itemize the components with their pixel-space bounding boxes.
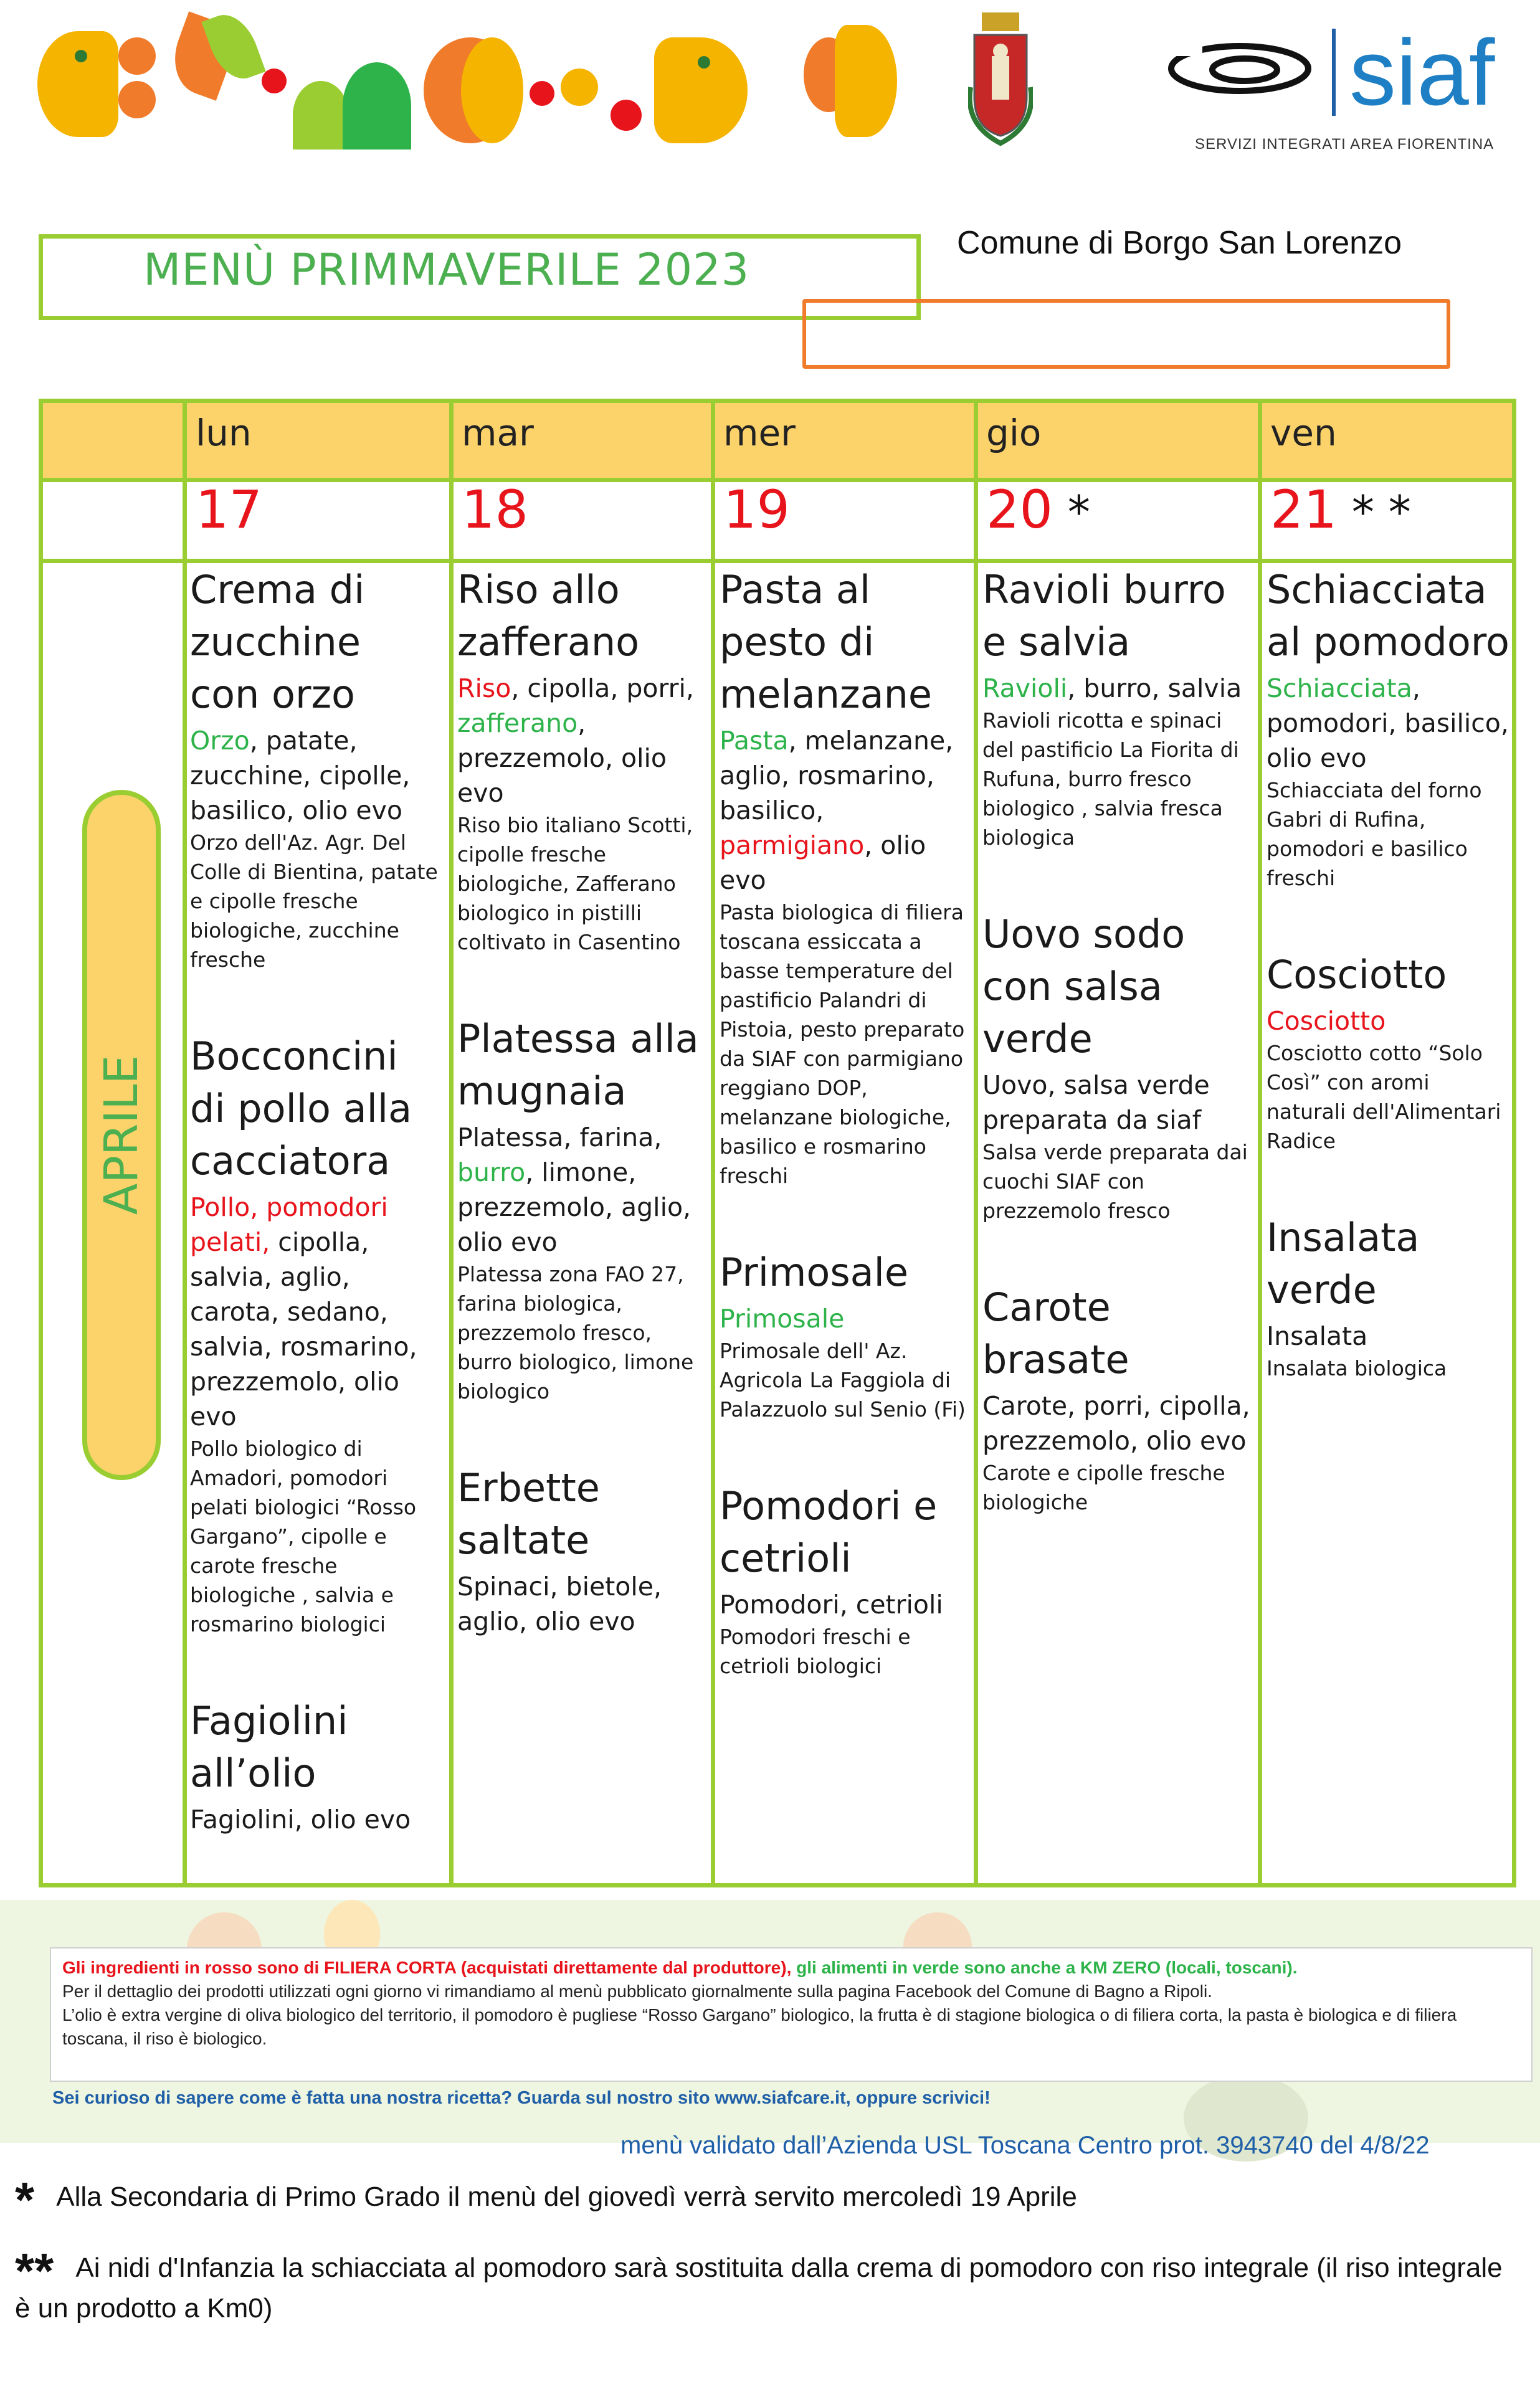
footnote-1 [15, 2172, 1523, 2229]
ingredient-details: Insalata biologica [1267, 1356, 1447, 1380]
comune-label: Comune di Borgo San Lorenzo [957, 225, 1402, 261]
ingredients: Insalata [1267, 1321, 1368, 1351]
ingredient-details: Orzo dell'Az. Agr. Del Colle di Bientina, patate e cipolle fresche biologiche, zucchine fresche [190, 830, 438, 972]
menu-column-ven [1267, 564, 1513, 1383]
siaf-logo-wordmark: siaf [1349, 20, 1495, 125]
ingredient-details: Pomodori freschi e cetrioli biologici [720, 1625, 911, 1678]
dish-name: Platessa alla mugnaia [457, 1016, 699, 1114]
month-label: APRILE [95, 1055, 148, 1215]
header-illustration-2 [804, 25, 903, 150]
ingredients: Pollo, pomodori pelati, cipolla, salvia, aglio, carota, sedano, salvia, rosmarino, prezzemolo, olio evo [190, 1192, 417, 1431]
day-name-gio: gio [986, 412, 1042, 454]
coat-of-arms-logo [968, 12, 1033, 148]
info-recipe-link[interactable]: Sei curioso di sapere come è fatta una nostra ricetta? Guarda sul nostro sito www.siafcare.it, oppure scrivici! [52, 2088, 991, 2108]
dish-name: Bocconcini di pollo alla cacciatora [190, 1033, 412, 1184]
footnote-text-2: Ai nidi d'Infanzia la schiacciata al pomodoro sarà sostituita dalla crema di pomodoro con riso integrale (il riso integrale è un prodotto a Km0) [15, 2252, 1503, 2324]
info-box [50, 1947, 1533, 2082]
footnote-star-2: ** [15, 2243, 54, 2299]
dish-name: Fagiolini all’olio [190, 1698, 348, 1796]
dish-name: Uovo sodo con salsa verde [982, 911, 1186, 1061]
day-star-ven: * * [1351, 486, 1411, 538]
day-number-ven: 21 * * [1270, 479, 1411, 540]
dish-name: Erbette saltate [457, 1465, 600, 1563]
ingredient-details: Platessa zona FAO 27, farina biologica, prezzemolo fresco, burro biologico, limone biologico [457, 1262, 694, 1403]
dish-name: Carote brasate [982, 1284, 1129, 1382]
menu-column-gio [982, 564, 1250, 1517]
dish-name: Cosciotto [1267, 952, 1447, 997]
footnote-star-1: * [15, 2172, 35, 2228]
ingredient-details: Riso bio italiano Scotti, cipolle fresche biologiche, Zafferano biologico in pistilli coltivato in Casentino [457, 813, 693, 954]
menu-column-mar [457, 564, 703, 1639]
menu-column-lun [190, 564, 439, 1837]
dish-name: Pasta al pesto di melanzane [720, 567, 933, 717]
ingredient-details: Ravioli ricotta e spinaci del pastificio La Fiorita di Rufuna, burro fresco biologico , salvia fresca biologica [982, 708, 1239, 850]
dish-name: Crema di zucchine con orzo [190, 567, 365, 717]
ingredients: Ravioli, burro, salvia [982, 673, 1242, 703]
info-legend: Gli ingredienti in rosso sono di FILIERA CORTA (acquistati direttamente dal produttore), gli alimenti in verde sono anche a KM ZERO (locali, toscani). [62, 1958, 1298, 1977]
info-ingredients: L’olio è extra vergine di oliva biologico del territorio, il pomodoro è pugliese “Rosso Gargano” biologico, la frutta è di stagione biologica o di filiera corta, la pasta è biologica e di filiera toscana, il riso è biologico. [62, 2005, 1457, 2048]
ingredients: Schiacciata, pomodori, basilico, olio evo [1267, 673, 1509, 773]
ingredients: Riso, cipolla, porri, zafferano, prezzemolo, olio evo [457, 673, 694, 808]
ingredient-details: Schiacciata del forno Gabri di Rufina, pomodori e basilico freschi [1267, 778, 1482, 890]
dish-name: Primosale [720, 1250, 909, 1295]
day-number-gio: 20 * [986, 479, 1090, 540]
ingredient-details: Pasta biologica di filiera toscana essiccata a basse temperature del pastificio Palandri di Pistoia, pesto preparato da SIAF con parmigiano reggiano DOP, melanzane biologiche, basilico e rosmarino freschi [720, 900, 965, 1188]
day-number-mar: 18 [462, 479, 528, 540]
ingredients: Uovo, salsa verde preparata da siaf [982, 1070, 1210, 1135]
dish-name: Schiacciata al pomodoro [1267, 567, 1509, 665]
ingredients: Cosciotto [1267, 1006, 1386, 1036]
dish-name: Riso allo zafferano [457, 567, 640, 665]
ingredients: Fagiolini, olio evo [190, 1805, 411, 1835]
ingredient-details: Primosale dell' Az. Agricola La Faggiola di Palazzuolo sul Senio (Fi) [720, 1339, 966, 1422]
ingredients: Primosale [720, 1304, 845, 1334]
ingredients: Pasta, melanzane, aglio, rosmarino, basilico, parmigiano, olio evo [720, 726, 954, 895]
day-name-ven: ven [1270, 412, 1337, 454]
dish-name: Pomodori e cetrioli [720, 1483, 938, 1581]
footnote-text-1: Alla Secondaria di Primo Grado il menù del giovedì verrà servito mercoledì 19 Aprile [56, 2181, 1077, 2212]
ingredient-details: Salsa verde preparata dai cuochi SIAF con prezzemolo fresco [982, 1140, 1248, 1223]
ingredient-details: Pollo biologico di Amadori, pomodori pelati biologici “Rosso Gargano”, cipolle e carote fresche biologiche , salvia e rosmarino biologici [190, 1436, 417, 1636]
ingredient-details: Carote e cipolle fresche biologiche [982, 1461, 1225, 1514]
ingredients: Platessa, farina, burro, limone, prezzemolo, aglio, olio evo [457, 1123, 692, 1257]
menu-column-mer [720, 564, 966, 1681]
day-name-mar: mar [462, 412, 534, 454]
day-number-lun: 17 [196, 479, 262, 540]
ingredient-details: Cosciotto cotto “Solo Così” con aromi naturali dell'Alimentari Radice [1267, 1041, 1501, 1153]
ingredients: Carote, porri, cipolla, prezzemolo, olio evo [982, 1391, 1250, 1456]
siaf-logo-subtitle: SERVIZI INTEGRATI AREA FIORENTINA [1195, 136, 1495, 153]
dish-name: Insalata verde [1267, 1215, 1420, 1313]
header-illustration [25, 12, 760, 150]
orange-frame [802, 299, 1450, 369]
siaf-logo [1165, 20, 1533, 156]
day-name-lun: lun [196, 412, 252, 454]
day-number-mer: 19 [723, 479, 790, 540]
footnote-2 [15, 2243, 1523, 2340]
ingredients: Orzo, patate, zucchine, cipolle, basilico, olio evo [190, 726, 411, 825]
ingredients: Spinaci, bietole, aglio, olio evo [457, 1572, 662, 1636]
validation-note: menù validato dall’Azienda USL Toscana Centro prot. 3943740 del 4/8/22 [620, 2132, 1430, 2159]
day-name-mer: mer [723, 412, 796, 454]
day-star-gio: * [1067, 486, 1090, 538]
ingredients: Pomodori, cetrioli [720, 1590, 943, 1620]
info-facebook: Per il dettaglio dei prodotti utilizzati ogni giorno vi rimandiamo al menù pubblicato giornalmente sulla pagina Facebook del Comune di Bagno a Ripoli. [62, 1982, 1212, 2001]
page-title: MENÙ PRIMMAVERILE 2023 [143, 244, 750, 295]
dish-name: Ravioli burro e salvia [982, 567, 1226, 665]
